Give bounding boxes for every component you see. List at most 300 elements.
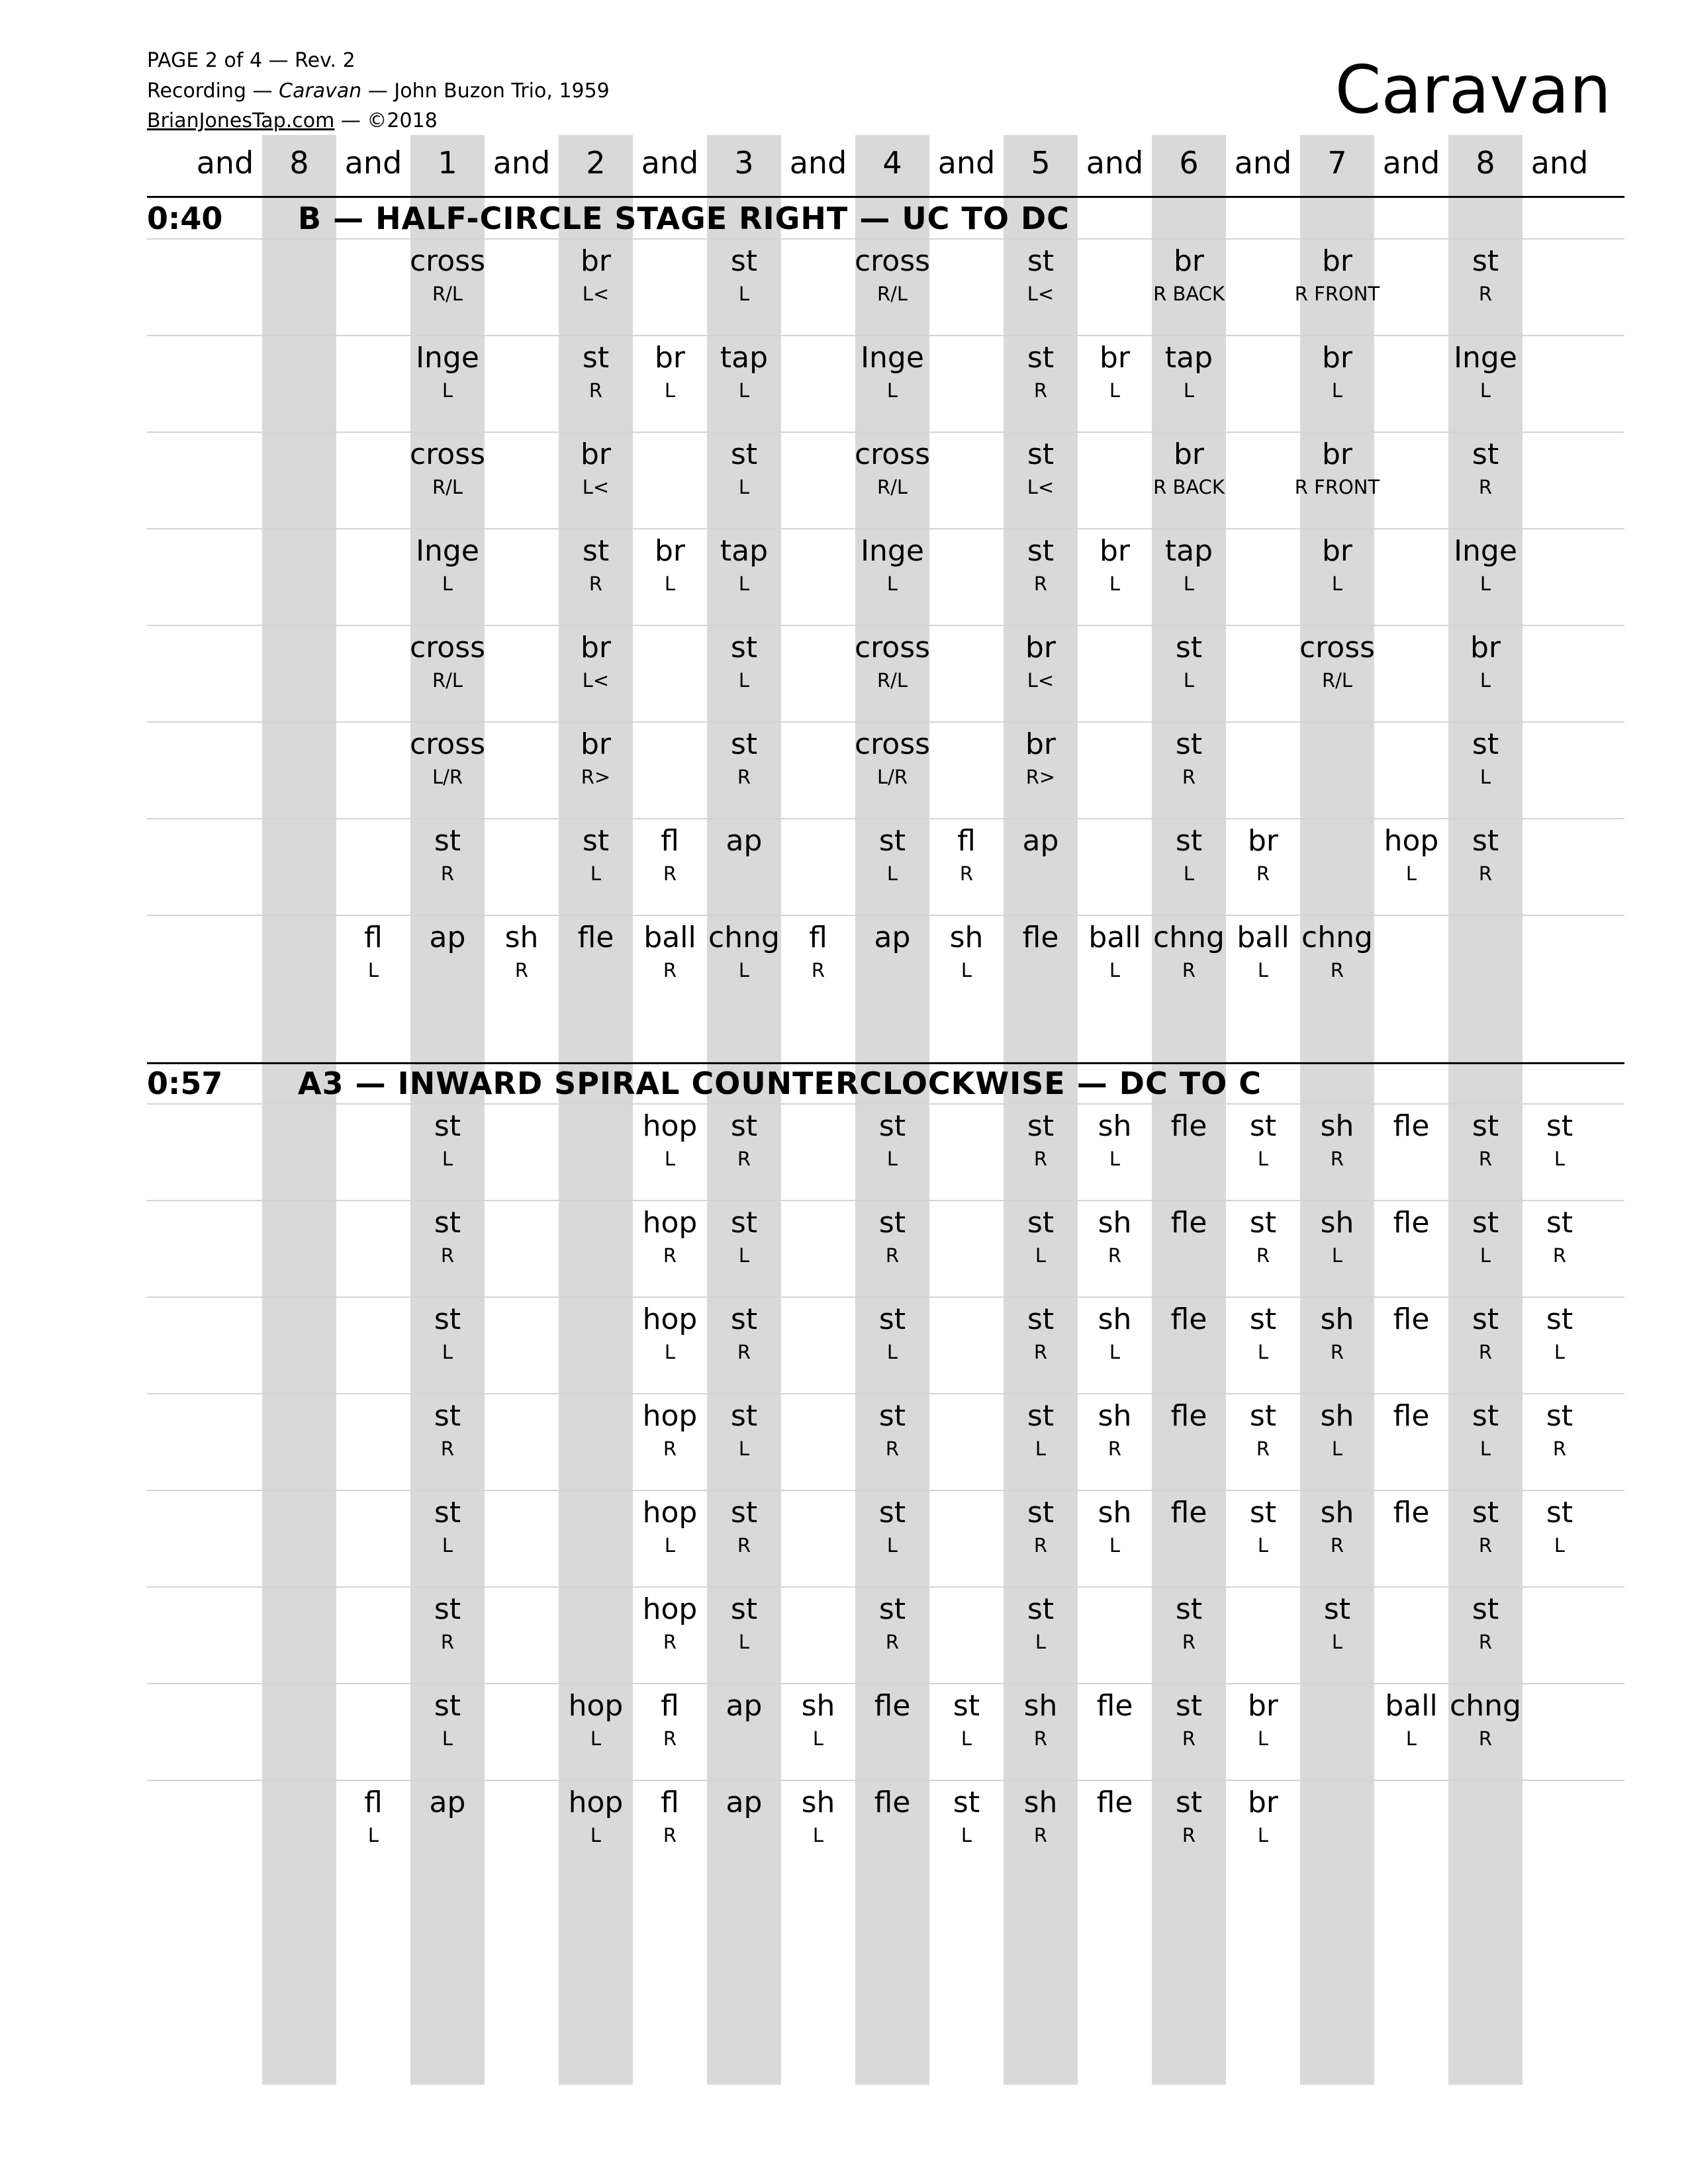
step-name: st [1546,1302,1573,1336]
step-foot: R [588,379,603,402]
step-name: br [654,341,686,375]
section-time: 0:57 [147,1066,223,1101]
step-foot: L [1479,669,1491,692]
step-foot: R [1478,1727,1493,1750]
step-name: st [878,1592,906,1626]
step-name: hop [642,1496,698,1529]
count-label: and [641,145,699,181]
count-label: and [196,145,254,181]
step-name: sh [504,921,539,954]
step-name: st [1027,1592,1055,1626]
step-name: hop [568,1786,624,1819]
step-name: st [1027,1206,1055,1240]
step-name: sh [1320,1302,1354,1336]
step-foot: R [1033,1341,1048,1363]
step-foot: R [1182,1631,1196,1653]
step-name: ball [1088,921,1141,954]
step-name: sh [801,1689,835,1723]
step-foot: L [886,1341,898,1363]
step-foot: R [885,1631,900,1653]
step-foot: L [812,1727,824,1750]
step-name: Inge [1454,341,1517,375]
step-name: st [1027,341,1055,375]
step-foot: R [1478,1341,1493,1363]
count-label: and [1234,145,1292,181]
count-label: and [1382,145,1440,181]
step-name: st [1546,1206,1573,1240]
step-name: Inge [861,534,924,568]
step-name: st [434,1399,461,1433]
step-name: ap [726,1689,763,1723]
step-foot: R BACK [1153,476,1225,498]
step-foot: R [737,1148,751,1170]
step-name: st [434,1302,461,1336]
step-foot: R> [581,766,611,788]
step-name: st [878,824,906,858]
step-name: ap [726,1786,763,1819]
step-foot: L< [582,669,610,692]
step-foot: R [440,1437,455,1460]
step-name: Inge [416,341,479,375]
step-foot: R/L [876,669,908,692]
row-rule [147,432,1624,433]
step-foot: R/L [432,476,463,498]
step-name: st [730,1496,758,1529]
step-foot: R [1478,862,1493,885]
step-foot: L [442,1341,453,1363]
step-name: sh [801,1786,835,1819]
step-foot: L [1554,1148,1566,1170]
step-name: fl [661,1786,679,1819]
step-foot: L< [582,476,610,498]
step-name: fle [1022,921,1059,954]
step-foot: L< [1027,669,1055,692]
step-foot: L [1183,862,1195,885]
step-foot: R [1552,1437,1567,1460]
step-foot: L [738,959,750,981]
recording-title: Caravan [279,79,362,103]
step-foot: L [1183,669,1195,692]
step-name: fle [1393,1109,1430,1143]
step-foot: R [1033,379,1048,402]
step-foot: L [1479,766,1491,788]
count-label: 5 [1031,145,1051,181]
step-foot: R [440,1631,455,1653]
step-name: st [1249,1496,1277,1529]
step-foot: L [1183,572,1195,595]
step-name: cross [854,727,931,761]
step-name: br [1173,244,1205,278]
step-foot: L< [1027,283,1055,305]
step-name: st [434,1206,461,1240]
row-rule [147,1103,1624,1105]
step-foot: L [1405,862,1417,885]
count-label: and [937,145,996,181]
step-foot: R [440,1244,455,1267]
row-rule [147,1393,1624,1394]
step-foot: R [1478,1148,1493,1170]
step-foot: L [1035,1244,1047,1267]
step-foot: R [811,959,825,981]
step-name: hop [1383,824,1439,858]
step-name: sh [1023,1786,1058,1819]
step-name: st [730,1592,758,1626]
step-name: br [1321,341,1353,375]
step-name: st [1175,727,1203,761]
step-name: st [953,1689,980,1723]
step-name: st [1546,1109,1573,1143]
step-name: hop [568,1689,624,1723]
step-foot: R FRONT [1294,476,1380,498]
step-name: ap [1022,824,1059,858]
step-foot: L [664,379,676,402]
step-foot: R [663,1244,677,1267]
step-name: st [730,244,758,278]
step-name: cross [854,631,931,664]
step-foot: L [1479,1437,1491,1460]
step-name: fle [874,1689,911,1723]
step-name: cross [1299,631,1376,664]
step-name: st [1175,824,1203,858]
step-name: st [434,1689,461,1723]
step-name: st [1175,631,1203,664]
step-foot: L [961,959,972,981]
step-foot: R [1107,1244,1122,1267]
step-name: ap [726,824,763,858]
step-foot: L [442,379,453,402]
step-name: st [1472,244,1499,278]
step-foot: L [961,1824,972,1846]
copyright: — ©2018 [334,109,438,132]
row-rule [147,238,1624,240]
row-rule [147,528,1624,529]
step-name: hop [642,1206,698,1240]
step-name: Inge [861,341,924,375]
step-name: st [1472,1206,1499,1240]
step-foot: L [886,862,898,885]
step-name: tap [1164,534,1213,568]
step-name: ball [1237,921,1289,954]
site-line [147,109,438,133]
step-foot: L [738,476,750,498]
step-name: br [1470,631,1501,664]
step-name: st [1472,824,1499,858]
step-foot: R [737,766,751,788]
count-label: 3 [734,145,754,181]
step-name: tap [720,534,769,568]
step-foot: R [1478,1631,1493,1653]
step-name: br [1173,437,1205,471]
step-foot: R [737,1341,751,1363]
step-name: st [1027,1302,1055,1336]
step-name: st [878,1206,906,1240]
step-foot: L [1405,1727,1417,1750]
step-name: chng [1153,921,1225,954]
step-name: st [730,1302,758,1336]
step-foot: L [1109,1341,1121,1363]
step-foot: R [663,1727,677,1750]
row-rule [147,818,1624,819]
step-name: st [1027,437,1055,471]
step-foot: R [1033,1148,1048,1170]
step-name: st [1175,1592,1203,1626]
step-name: st [1472,1109,1499,1143]
recording-suffix: — John Buzon Trio, 1959 [361,79,610,103]
step-foot: L [664,1148,676,1170]
step-foot: L [738,572,750,595]
count-label: 4 [882,145,902,181]
step-name: fle [1170,1109,1207,1143]
step-foot: L [886,572,898,595]
step-foot: L [1257,1341,1269,1363]
step-foot: R [959,862,974,885]
step-name: st [878,1302,906,1336]
step-name: br [1247,1786,1279,1819]
count-label: and [492,145,551,181]
step-foot: R [1182,1824,1196,1846]
step-name: fl [661,1689,679,1723]
step-name: st [434,1592,461,1626]
step-name: st [1249,1399,1277,1433]
step-foot: L [1331,379,1343,402]
step-name: sh [1320,1206,1354,1240]
step-foot: L [738,1631,750,1653]
step-foot: R [1478,1534,1493,1557]
step-foot: L [1479,1244,1491,1267]
step-foot: L [886,379,898,402]
step-foot: L [1479,572,1491,595]
step-name: st [1472,1399,1499,1433]
step-name: st [1175,1689,1203,1723]
step-foot: L [1035,1437,1047,1460]
step-foot: R [663,1437,677,1460]
step-name: st [1027,534,1055,568]
step-name: cross [409,727,486,761]
step-name: st [1472,1592,1499,1626]
step-foot: L [367,959,379,981]
step-name: st [434,1109,461,1143]
section-time: 0:40 [147,201,223,236]
section-title: B — HALF-CIRCLE STAGE RIGHT — UC TO DC [298,201,1070,236]
count-label: and [1530,145,1589,181]
step-foot: R [514,959,529,981]
step-foot: L [1257,1727,1269,1750]
step-name: fl [661,824,679,858]
step-foot: R [1552,1244,1567,1267]
step-name: st [730,727,758,761]
step-name: hop [642,1302,698,1336]
step-foot: R [1182,959,1196,981]
step-foot: L [442,1148,453,1170]
step-name: br [580,437,612,471]
step-name: br [580,727,612,761]
step-name: fle [1170,1399,1207,1433]
step-foot: L [1035,1631,1047,1653]
step-foot: R BACK [1153,283,1225,305]
step-foot: R [1107,1437,1122,1460]
section-title: A3 — INWARD SPIRAL COUNTERCLOCKWISE — DC TO C [298,1066,1262,1101]
step-name: fl [809,921,827,954]
row-rule [147,1297,1624,1298]
step-name: st [1472,1302,1499,1336]
step-name: sh [1098,1399,1132,1433]
step-foot: R [1256,862,1270,885]
step-name: br [1025,631,1056,664]
site-link[interactable]: BrianJonesTap.com [147,109,335,132]
step-name: br [1099,341,1131,375]
step-foot: R/L [1321,669,1353,692]
row-rule [147,915,1624,916]
step-foot: R/L [876,283,908,305]
step-name: st [1249,1206,1277,1240]
step-name: sh [1320,1496,1354,1529]
step-name: st [582,824,610,858]
step-name: st [1027,1109,1055,1143]
step-foot: R [1330,959,1344,981]
step-name: st [1249,1302,1277,1336]
step-name: tap [720,341,769,375]
count-label: and [789,145,847,181]
step-name: br [1321,437,1353,471]
step-foot: R [1033,1824,1048,1846]
step-name: st [730,1206,758,1240]
step-foot: L [590,1824,602,1846]
step-name: st [1323,1592,1351,1626]
page-info: PAGE 2 of 4 — Rev. 2 [147,49,355,72]
step-name: br [1247,1689,1279,1723]
section-rule [147,1062,1624,1064]
step-name: st [878,1109,906,1143]
step-name: st [1472,1496,1499,1529]
step-foot: L [1109,379,1121,402]
step-foot: L [738,1437,750,1460]
step-name: fl [364,1786,383,1819]
step-name: fl [957,824,976,858]
step-name: chng [1450,1689,1521,1723]
step-name: sh [1098,1109,1132,1143]
step-name: cross [409,631,486,664]
row-rule [147,1200,1624,1201]
step-foot: L [367,1824,379,1846]
step-name: st [953,1786,980,1819]
row-rule [147,335,1624,336]
count-label: and [344,145,402,181]
step-foot: R [1330,1341,1344,1363]
step-foot: R [1256,1244,1270,1267]
recording-info [147,79,610,103]
step-name: br [580,244,612,278]
step-name: cross [409,437,486,471]
step-foot: L [1257,1534,1269,1557]
step-name: hop [642,1109,698,1143]
step-name: st [878,1399,906,1433]
step-foot: L [1109,959,1121,981]
step-foot: L [738,1244,750,1267]
step-name: st [1546,1399,1573,1433]
row-rule [147,1683,1624,1684]
step-name: Inge [1454,534,1517,568]
step-name: fle [1096,1689,1133,1723]
step-name: fle [874,1786,911,1819]
count-label: 1 [438,145,457,181]
step-name: br [1321,534,1353,568]
step-foot: L [664,1534,676,1557]
step-foot: L [590,862,602,885]
step-foot: R [1330,1534,1344,1557]
step-foot: R [1330,1148,1344,1170]
step-name: st [730,1399,758,1433]
step-foot: R/L [876,476,908,498]
step-name: ball [1385,1689,1438,1723]
step-foot: L [1183,379,1195,402]
count-label: 8 [1476,145,1495,181]
count-label: 7 [1327,145,1347,181]
step-name: ap [874,921,911,954]
step-name: hop [642,1399,698,1433]
step-foot: L [1331,1437,1343,1460]
step-name: fle [1170,1206,1207,1240]
row-rule [147,1490,1624,1491]
step-foot: R [440,862,455,885]
count-label: 6 [1179,145,1199,181]
step-name: st [730,437,758,471]
step-foot: R [1033,1727,1048,1750]
step-foot: R [1182,1727,1196,1750]
step-foot: L [886,1148,898,1170]
step-foot: L [1331,572,1343,595]
step-foot: L [442,1727,453,1750]
step-name: br [580,631,612,664]
step-name: st [1472,727,1499,761]
step-foot: L< [1027,476,1055,498]
step-foot: L [886,1534,898,1557]
step-foot: L [1257,1148,1269,1170]
step-name: st [434,824,461,858]
step-name: fle [1170,1302,1207,1336]
step-foot: L [738,283,750,305]
page-title: Caravan [1335,51,1611,128]
step-name: fle [1393,1206,1430,1240]
count-label: 8 [289,145,309,181]
step-name: st [582,534,610,568]
step-foot: L/R [432,766,463,788]
step-name: fl [364,921,383,954]
step-foot: L [664,572,676,595]
step-foot: L [1331,1244,1343,1267]
step-name: st [1027,1399,1055,1433]
row-rule [147,1586,1624,1588]
step-name: st [730,631,758,664]
step-name: hop [642,1592,698,1626]
step-name: cross [409,244,486,278]
step-foot: L/R [876,766,908,788]
step-name: cross [854,437,931,471]
step-name: sh [949,921,984,954]
step-name: chng [1301,921,1373,954]
step-name: st [1027,1496,1055,1529]
step-name: sh [1098,1496,1132,1529]
step-foot: R [1256,1437,1270,1460]
step-foot: L [812,1824,824,1846]
step-name: ball [643,921,696,954]
beat-stripe [262,135,336,2085]
step-name: fle [1170,1496,1207,1529]
step-name: fle [1096,1786,1133,1819]
step-foot: L [1257,959,1269,981]
step-foot: L< [582,283,610,305]
step-foot: R [663,862,677,885]
step-foot: R [1033,1534,1048,1557]
